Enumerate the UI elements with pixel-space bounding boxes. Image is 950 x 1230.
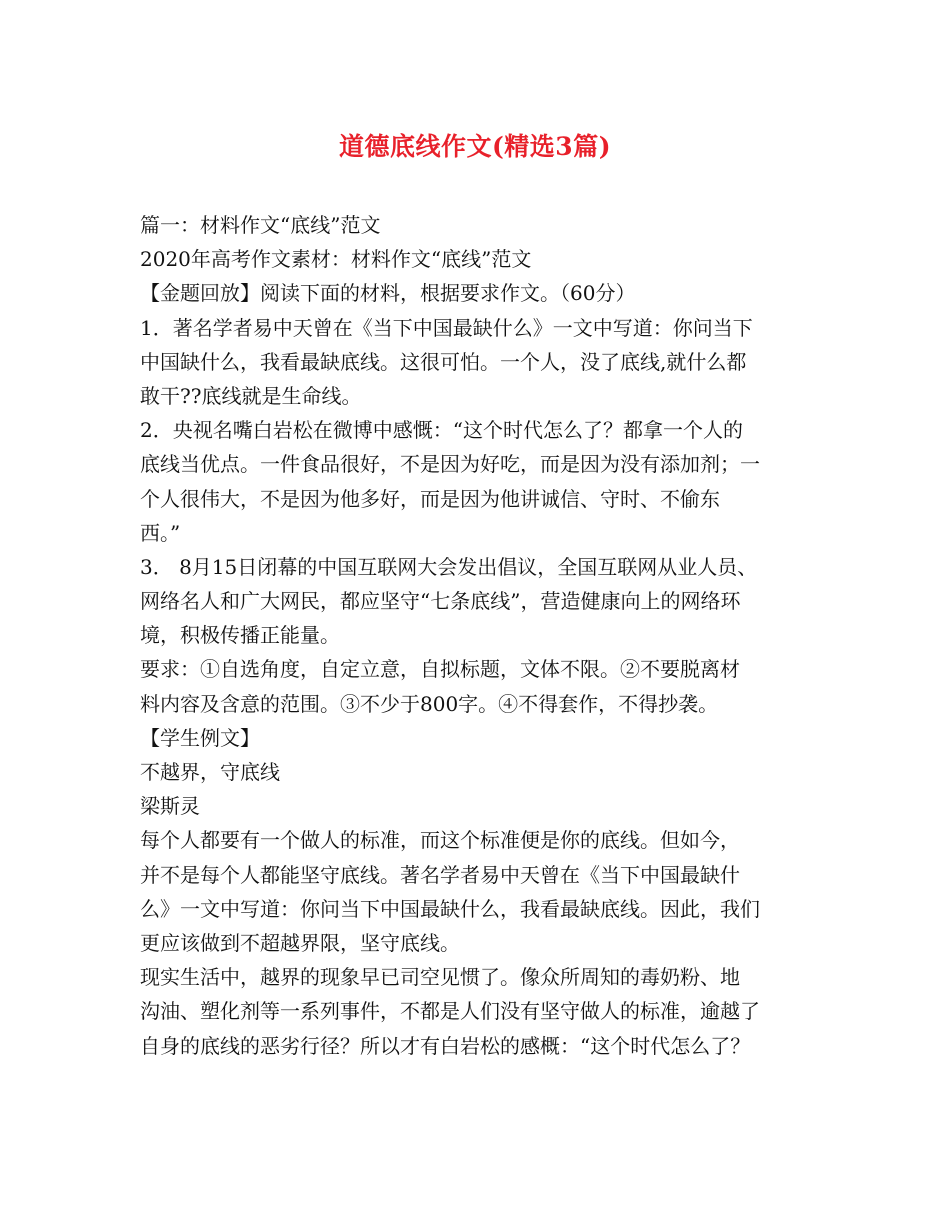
text-line: 个人很伟大，不是因为他多好，而是因为他讲诚信、守时、不偷东: [140, 486, 720, 511]
text-line: 西。”: [140, 520, 181, 545]
text-line: 【学生例文】: [140, 725, 260, 750]
text-line: 自身的底线的恶劣行径？所以才有白岩松的感概：“这个时代怎么了？: [140, 1033, 751, 1058]
document-body: [140, 208, 830, 1063]
text-line: 中国缺什么，我看最缺底线。这很可怕。一个人，没了底线,就什么都: [140, 349, 747, 374]
text-line: 要求：①自选角度，自定立意，自拟标题，文体不限。②不要脱离材: [140, 657, 740, 682]
text-line: 沟油、塑化剂等一系列事件，不都是人们没有坚守做人的标准，逾越了: [140, 999, 760, 1024]
text-line: 并不是每个人都能坚守底线。著名学者易中天曾在《当下中国最缺什: [140, 862, 740, 887]
text-line: 料内容及含意的范围。③不少于800字。④不得套作，不得抄袭。: [140, 691, 719, 716]
text-line: 2．央视名嘴白岩松在微博中感慨：“这个时代怎么了？都拿一个人的: [140, 418, 743, 443]
text-line: 篇一：材料作文“底线”范文: [140, 213, 381, 237]
text-line: 2020年高考作文素材：材料作文“底线”范文: [140, 247, 532, 272]
text-line: 底线当优点。一件食品很好，不是因为好吃，而是因为没有添加剂；一: [140, 452, 760, 477]
text-line: 【金题回放】阅读下面的材料，根据要求作文。（60分）: [140, 281, 636, 306]
text-line: 1．著名学者易中天曾在《当下中国最缺什么》一文中写道：你问当下: [140, 315, 753, 340]
text-line: 现实生活中，越界的现象早已司空见惯了。像众所周知的毒奶粉、地: [140, 965, 740, 990]
text-line: 梁斯灵: [140, 794, 200, 819]
text-line: 敢干??底线就是生命线。: [140, 383, 362, 408]
text-line: 不越界，守底线: [140, 760, 280, 784]
document-title: 道德底线作文(精选3篇): [338, 132, 612, 161]
text-line: 么》一文中写道：你问当下中国最缺什么，我看最缺底线。因此，我们: [140, 896, 760, 921]
text-line: 境，积极传播正能量。: [140, 623, 340, 648]
text-line: 更应该做到不超越界限，坚守底线。: [140, 930, 460, 955]
text-line: 网络名人和广大网民，都应坚守“七条底线”，营造健康向上的网络环: [140, 589, 741, 614]
text-line: 3． 8月15日闭幕的中国互联网大会发出倡议，全国互联网从业人员、: [140, 554, 758, 579]
text-line: 每个人都要有一个做人的标准，而这个标准便是你的底线。但如今，: [140, 828, 740, 853]
